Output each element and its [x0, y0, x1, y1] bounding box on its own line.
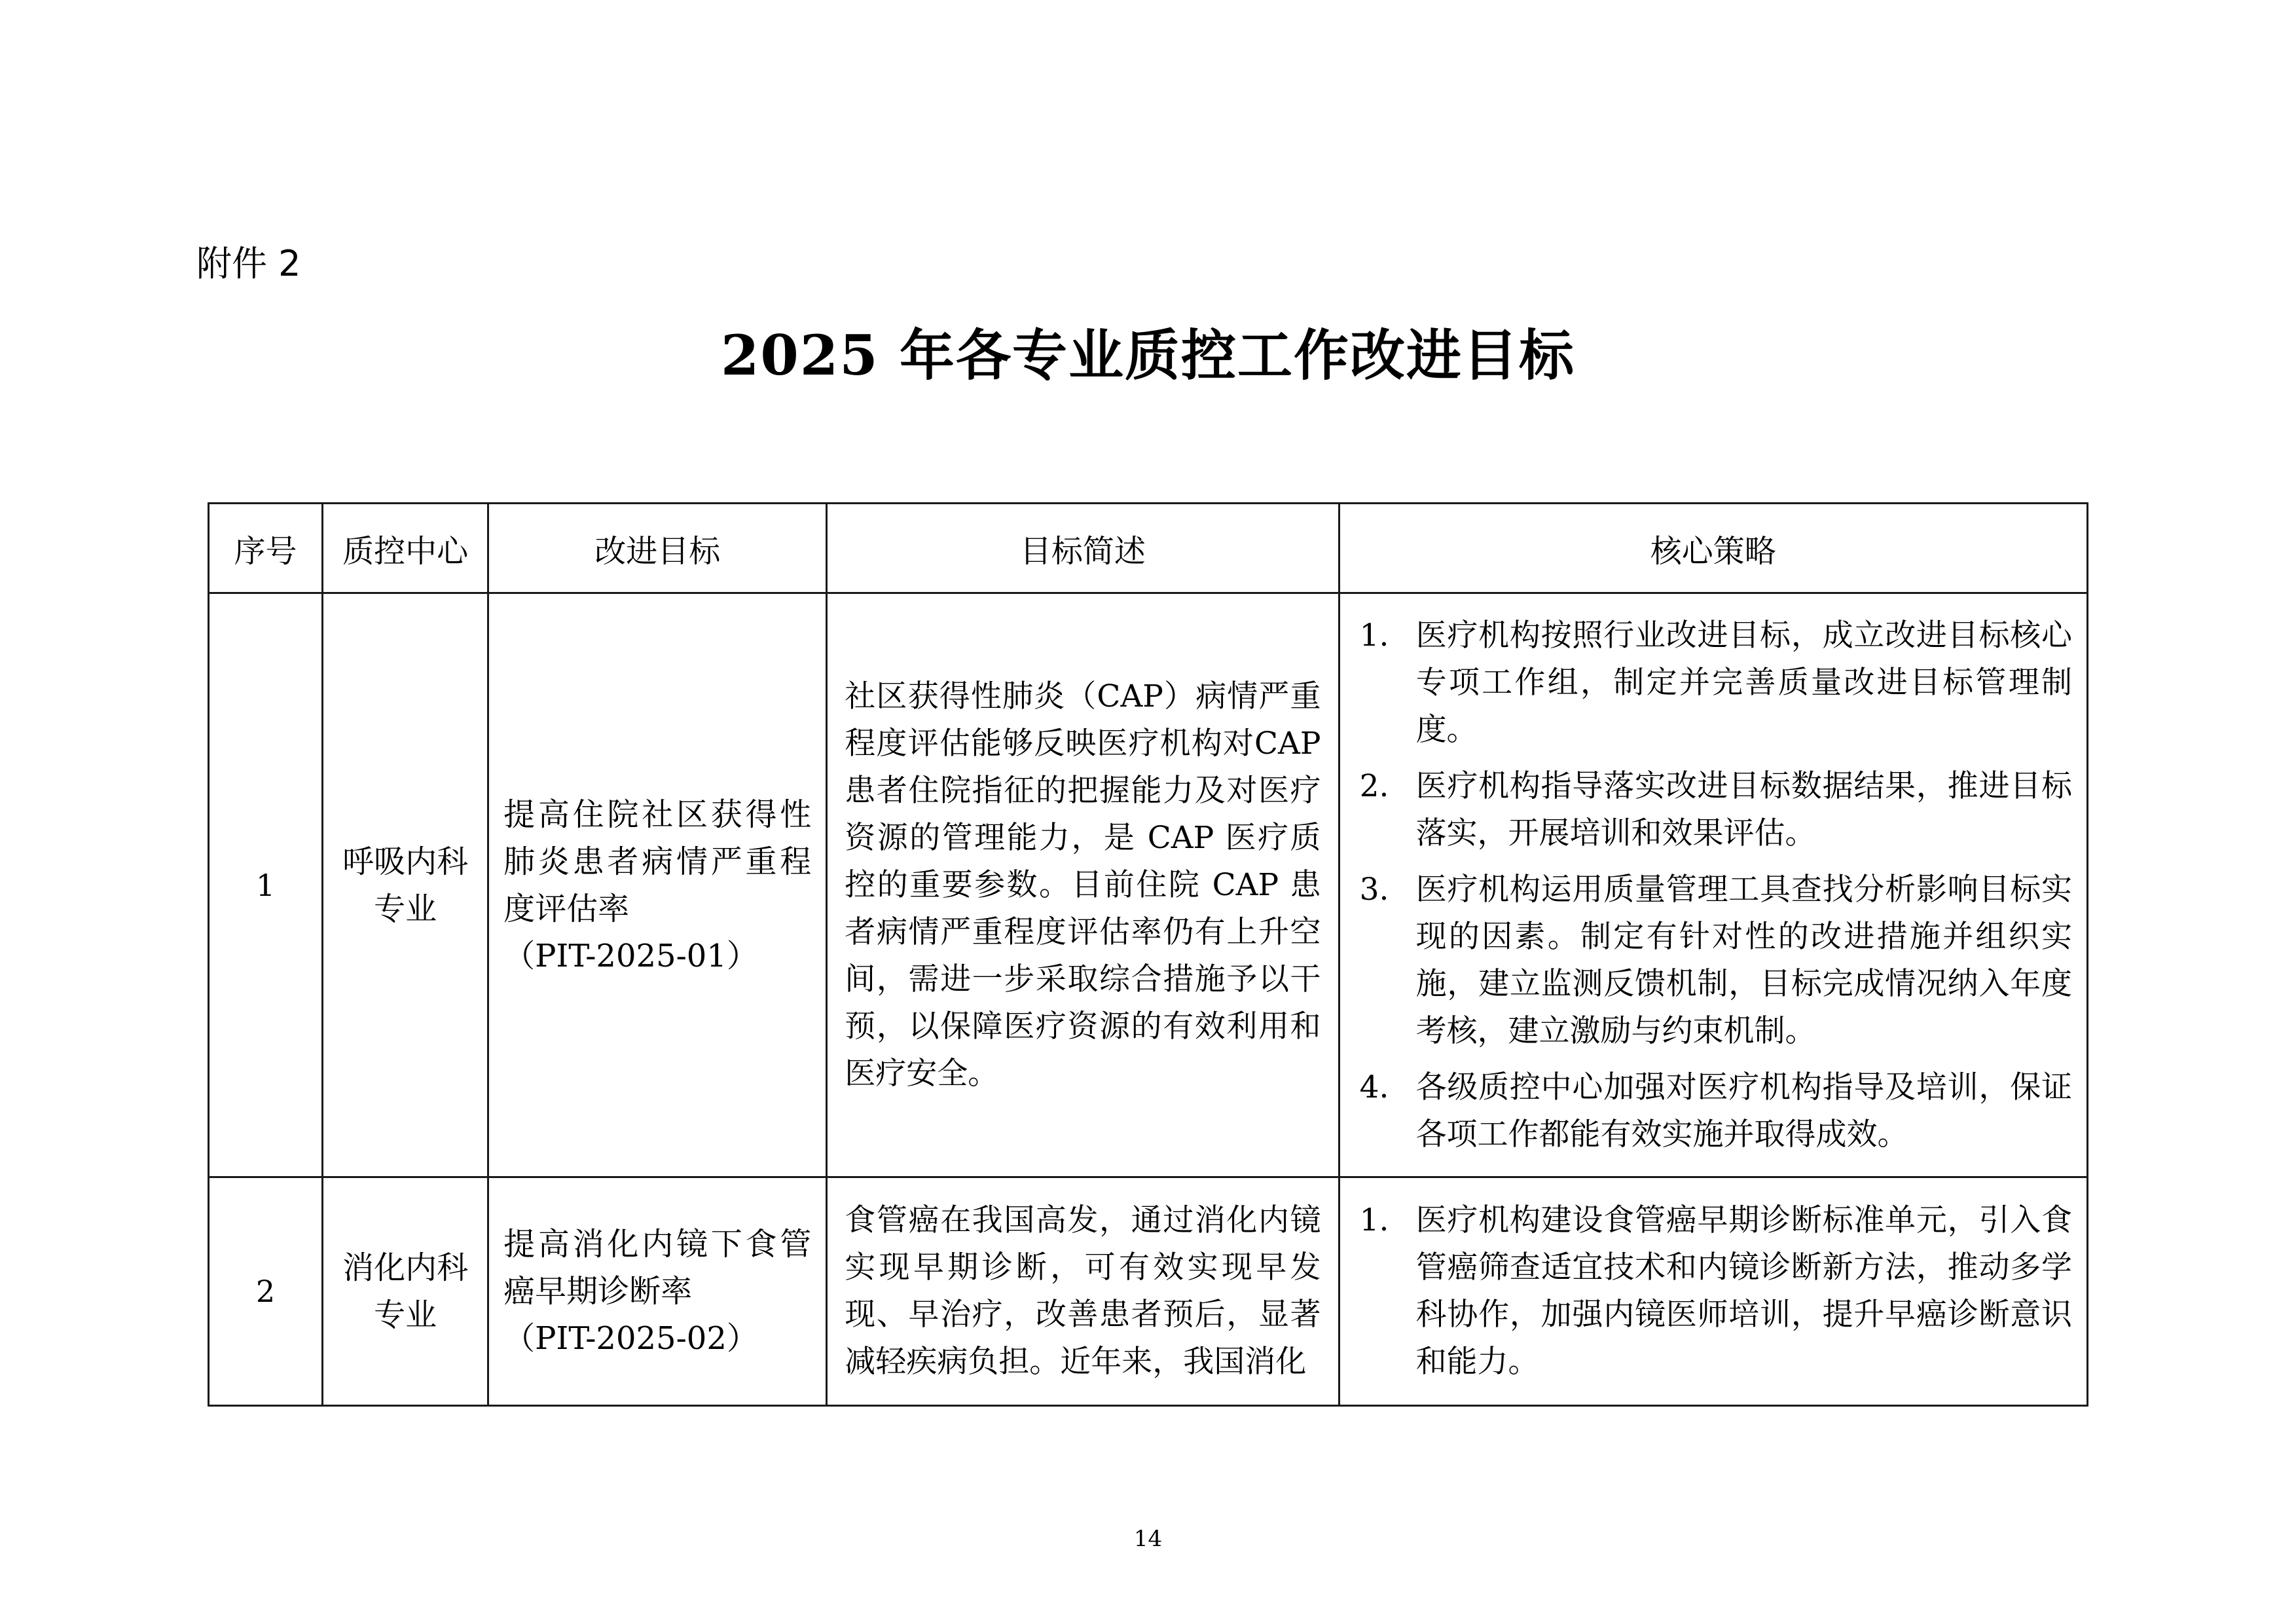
strategy-item — [1352, 1197, 2072, 1386]
strategy-item — [1352, 763, 2072, 857]
strategy-number: 2. — [1359, 767, 1389, 804]
strategy-text: 医疗机构按照行业改进目标，成立改进目标核心专项工作组，制定并完善质量改进目标管理制度。 — [1415, 617, 2072, 748]
column-header-index: 序号 — [209, 504, 323, 593]
strategy-item — [1352, 1064, 2072, 1158]
strategy-cell — [1339, 593, 2087, 1177]
strategy-cell — [1339, 1177, 2087, 1406]
strategy-text: 医疗机构指导落实改进目标数据结果，推进目标落实，开展培训和效果评估。 — [1415, 767, 2072, 851]
column-header-description: 目标简述 — [827, 504, 1339, 593]
strategy-list — [1340, 1180, 2086, 1403]
goal-code: （PIT-2025-01） — [503, 937, 758, 974]
improvement-goals-table — [208, 502, 2088, 1407]
goal-text: 提高住院社区获得性肺炎患者病情严重程度评估率 — [503, 796, 812, 927]
strategy-number: 3. — [1359, 871, 1389, 908]
goal-cell — [488, 593, 827, 1177]
strategy-text: 医疗机构运用质量管理工具查找分析影响目标实现的因素。制定有针对性的改进措施并组织实施，建立监测反馈机制，目标完成情况纳入年度考核，建立激励与约束机制。 — [1415, 871, 2072, 1049]
goal-text: 提高消化内镜下食管癌早期诊断率 — [503, 1226, 812, 1310]
row-index: 2 — [209, 1177, 323, 1406]
strategy-item — [1352, 866, 2072, 1055]
column-header-goal: 改进目标 — [488, 504, 827, 593]
table-header-row — [209, 504, 2088, 593]
strategy-number: 4. — [1359, 1069, 1389, 1105]
strategy-number: 1. — [1359, 1202, 1389, 1238]
column-header-strategy: 核心策略 — [1339, 504, 2087, 593]
goal-description: 社区获得性肺炎（CAP）病情严重程度评估能够反映医疗机构对CAP患者住院指征的把握能力及对医疗资源的管理能力，是 CAP 医疗质控的重要参数。目前住院 CAP 患者病情严重程度评估率仍有上升空间，需进一步采取综合措施予以干预，以保障医疗资源的有效利用和医疗安全。 — [827, 593, 1339, 1177]
strategy-text: 各级质控中心加强对医疗机构指导及培训，保证各项工作都能有效实施并取得成效。 — [1415, 1069, 2072, 1153]
goal-description: 食管癌在我国高发，通过消化内镜实现早期诊断，可有效实现早发现、早治疗，改善患者预后，显著减轻疾病负担。近年来，我国消化 — [827, 1177, 1339, 1406]
page-title: 2025 年各专业质控工作改进目标 — [720, 323, 1576, 388]
strategy-number: 1. — [1359, 617, 1389, 654]
strategy-item — [1352, 612, 2072, 754]
table-row — [209, 593, 2088, 1177]
goal-cell — [488, 1177, 827, 1406]
table-row — [209, 1177, 2088, 1406]
page-number: 14 — [1133, 1526, 1163, 1552]
quality-center: 呼吸内科专业 — [323, 593, 488, 1177]
strategy-list — [1340, 595, 2086, 1175]
strategy-text: 医疗机构建设食管癌早期诊断标准单元，引入食管癌筛查适宜技术和内镜诊断新方法，推动多学科协作，加强内镜医师培训，提升早癌诊断意识和能力。 — [1415, 1202, 2072, 1380]
column-header-center: 质控中心 — [323, 504, 488, 593]
goal-code: （PIT-2025-02） — [503, 1320, 758, 1357]
attachment-label: 附件 2 — [196, 243, 301, 284]
row-index: 1 — [209, 593, 323, 1177]
quality-center: 消化内科专业 — [323, 1177, 488, 1406]
